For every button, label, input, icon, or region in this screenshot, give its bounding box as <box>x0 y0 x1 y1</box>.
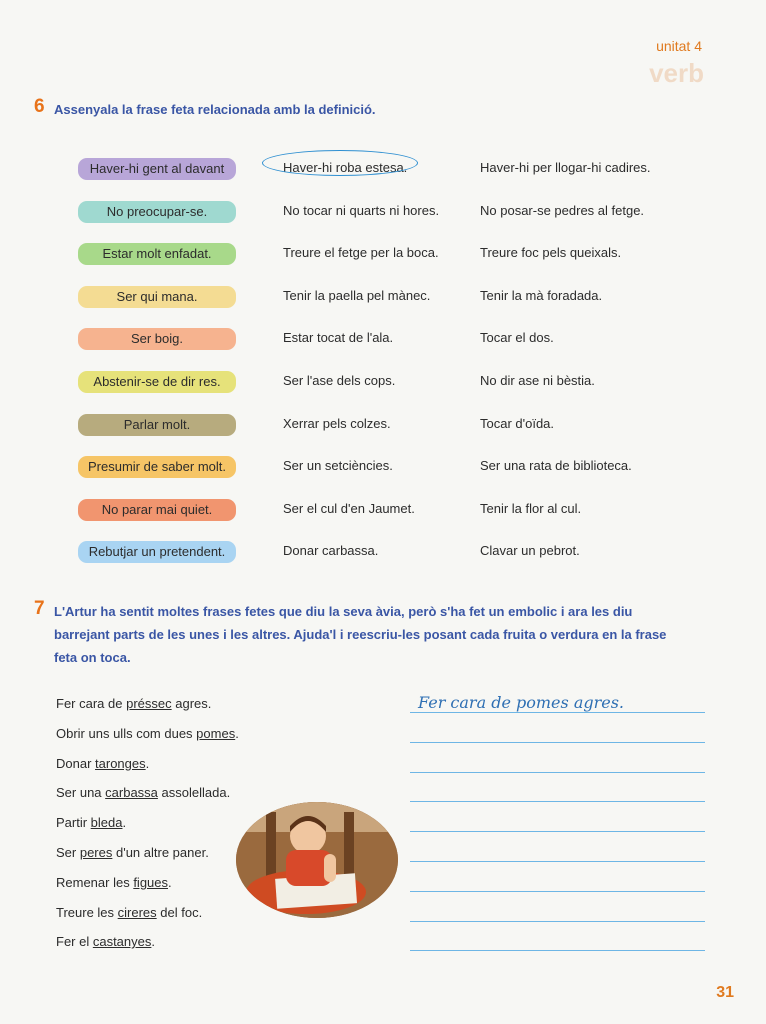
definition-label: Presumir de saber molt. <box>78 456 236 478</box>
phrase-after: . <box>168 874 172 890</box>
option-1[interactable]: Donar carbassa. <box>283 543 379 559</box>
option-2[interactable]: Clavar un pebrot. <box>480 543 580 559</box>
unit-label: unitat 4 <box>656 38 702 54</box>
answer-line[interactable] <box>410 950 705 951</box>
answer-line[interactable] <box>410 801 705 802</box>
option-1[interactable]: Xerrar pels colzes. <box>283 415 391 431</box>
option-1[interactable]: Tenir la paella pel mànec. <box>283 287 431 303</box>
exercise-7-number: 7 <box>34 598 45 619</box>
phrase-item <box>56 696 211 711</box>
answer-line[interactable] <box>410 891 705 892</box>
phrase-underlined-word: bleda <box>90 815 123 831</box>
phrase-before: Partir <box>56 815 91 831</box>
phrase-item <box>56 934 155 949</box>
phrase-before: Treure les <box>56 904 118 920</box>
definition-label: Estar molt enfadat. <box>78 243 236 265</box>
option-1[interactable]: Ser el cul d'en Jaumet. <box>283 500 415 516</box>
option-2[interactable]: Tocar el dos. <box>480 330 554 346</box>
phrase-after: . <box>145 755 150 771</box>
exercise-7-title-line3: feta on toca. <box>54 650 131 665</box>
phrase-item <box>56 815 126 830</box>
exercise-6-number: 6 <box>34 96 45 117</box>
option-2[interactable]: No dir ase ni bèstia. <box>480 373 595 388</box>
option-2[interactable]: No posar-se pedres al fetge. <box>480 202 645 218</box>
handwritten-answer: Fer cara de pomes agres. <box>418 693 625 712</box>
exercise-7-title <box>54 600 714 669</box>
option-1[interactable]: No tocar ni quarts ni hores. <box>283 202 440 218</box>
option-2[interactable]: Ser una rata de biblioteca. <box>480 458 632 474</box>
phrase-underlined-word: préssec <box>126 696 172 711</box>
phrase-underlined-word: peres <box>79 845 113 860</box>
answer-line[interactable] <box>410 831 705 832</box>
phrase-after: d'un altre paner. <box>112 845 209 860</box>
option-1[interactable]: Haver-hi roba estesa. <box>283 160 408 175</box>
answer-line[interactable] <box>410 712 705 713</box>
definition-label: Abstenir-se de dir res. <box>78 371 236 393</box>
phrase-item <box>56 845 209 860</box>
option-2[interactable]: Tocar d'oïda. <box>480 415 555 431</box>
option-2[interactable]: Treure foc pels queixals. <box>480 245 622 261</box>
phrase-before: Ser <box>56 845 80 860</box>
phrase-underlined-word: cireres <box>117 904 157 920</box>
exercise-7-title-line1: L'Artur ha sentit moltes frases fetes que diu la seva àvia, però s'ha fet un embolic i ara les diu <box>54 604 633 619</box>
definition-label: No parar mai quiet. <box>78 499 236 521</box>
bleed-through-text: verb <box>649 58 704 88</box>
phrase-item <box>56 875 172 890</box>
phrase-before: Remenar les <box>56 874 134 890</box>
option-2[interactable]: Haver-hi per llogar-hi cadires. <box>480 160 651 175</box>
phrase-underlined-word: carbassa <box>105 785 158 801</box>
definition-label: Haver-hi gent al davant <box>78 158 236 180</box>
phrase-item <box>56 905 202 920</box>
phrase-item <box>56 756 149 771</box>
boy-reading-photo <box>236 802 398 918</box>
phrase-item <box>56 726 239 741</box>
option-2[interactable]: Tenir la flor al cul. <box>480 500 582 516</box>
option-1[interactable]: Treure el fetge per la boca. <box>283 245 439 261</box>
definition-label: Rebutjar un pretendent. <box>78 541 236 563</box>
answer-line[interactable] <box>410 861 705 862</box>
option-1[interactable]: Estar tocat de l'ala. <box>283 330 394 346</box>
phrase-before: Fer cara de <box>56 696 127 711</box>
phrase-before: Fer el <box>56 934 93 950</box>
phrase-after: . <box>235 725 239 741</box>
definition-label: No preocupar-se. <box>78 201 236 223</box>
boy-reading-illustration <box>236 802 398 918</box>
phrase-before: Donar <box>56 755 96 771</box>
answer-line[interactable] <box>410 742 705 743</box>
definition-label: Ser boig. <box>78 328 236 350</box>
phrase-item <box>56 785 230 800</box>
phrase-after: assolellada. <box>157 785 231 801</box>
phrase-after: . <box>151 934 156 950</box>
phrase-underlined-word: castanyes <box>92 934 152 950</box>
answer-line[interactable] <box>410 772 705 773</box>
page-number: 31 <box>716 984 734 1001</box>
phrase-after: . <box>122 815 127 831</box>
phrase-after: agres. <box>171 696 212 711</box>
phrase-after: del foc. <box>156 904 203 920</box>
definition-label: Ser qui mana. <box>78 286 236 308</box>
option-2[interactable]: Tenir la mà foradada. <box>480 287 603 303</box>
option-1[interactable]: Ser l'ase dels cops. <box>283 373 396 388</box>
answer-circle-mark <box>262 150 418 176</box>
phrase-before: Ser una <box>56 785 106 801</box>
phrase-underlined-word: taronges <box>95 755 146 771</box>
phrase-underlined-word: figues <box>133 874 169 890</box>
answer-line[interactable] <box>410 921 705 922</box>
exercise-7-title-line2: barrejant parts de les unes i les altres. Ajuda'l i reescriu-les posant cada fruita o verdura en la frase <box>54 627 667 642</box>
phrase-underlined-word: pomes <box>196 725 236 741</box>
option-1[interactable]: Ser un setciències. <box>283 458 393 474</box>
exercise-6-title: Assenyala la frase feta relacionada amb la definició. <box>54 102 376 117</box>
phrase-before: Obrir uns ulls com dues <box>56 725 197 741</box>
definition-label: Parlar molt. <box>78 414 236 436</box>
